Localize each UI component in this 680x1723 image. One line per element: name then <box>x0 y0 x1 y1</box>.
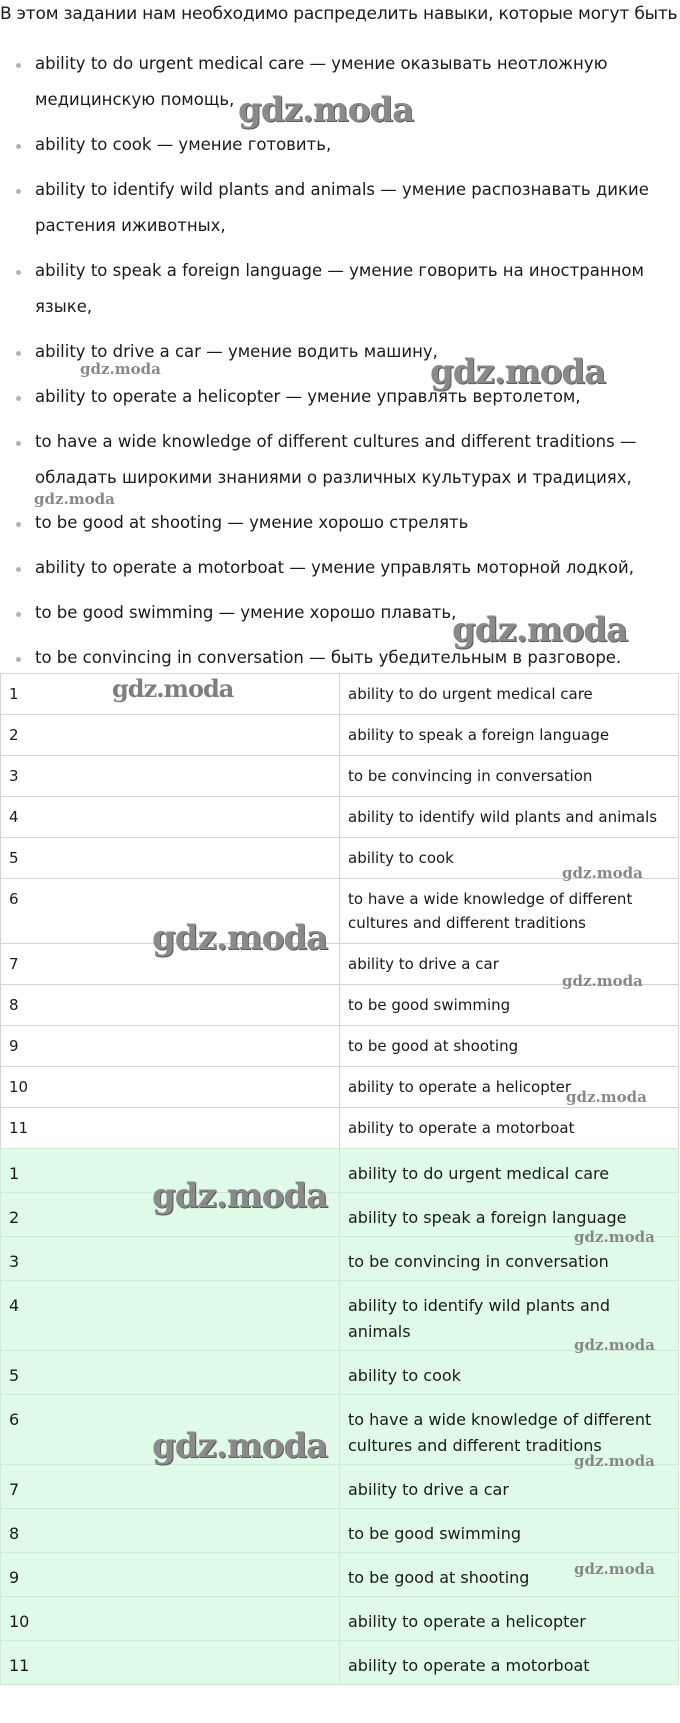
table-row <box>1 1509 679 1553</box>
watermark: gdz.moda <box>238 90 414 130</box>
row-number: 9 <box>1 1026 340 1067</box>
watermark: gdz.moda <box>574 1228 655 1246</box>
row-number: 10 <box>1 1597 340 1641</box>
table-row <box>1 1395 679 1465</box>
row-skill: to be good at shooting <box>340 1553 679 1597</box>
watermark: gdz.moda <box>566 1088 647 1106</box>
table-row <box>1 797 679 838</box>
table-row <box>1 1108 679 1149</box>
answer-table <box>0 1148 679 1685</box>
table-row <box>1 1149 679 1193</box>
row-skill: ability to operate a motorboat <box>340 1641 679 1685</box>
watermark: gdz.moda <box>152 918 328 958</box>
watermark: gdz.moda <box>452 610 628 650</box>
table-row <box>1 944 679 985</box>
row-number: 1 <box>1 1149 340 1193</box>
list-item: ability to drive a car — умение водить машину, <box>0 334 680 370</box>
table-row <box>1 756 679 797</box>
table-row <box>1 715 679 756</box>
list-item: ability to operate a motorboat — умение управлять моторной лодкой, <box>0 550 680 586</box>
table-row <box>1 1193 679 1237</box>
row-skill: to have a wide knowledge of different cultures and different traditions <box>340 879 679 944</box>
row-number: 11 <box>1 1641 340 1685</box>
intro-text: В этом задании нам необходимо распределить навыки, которые могут быть <box>0 4 678 24</box>
row-skill: ability to cook <box>340 838 679 879</box>
row-number: 4 <box>1 797 340 838</box>
list-item: to have a wide knowledge of different cultures and different traditions — обладать широкими знаниями о различных культурах и традициях, <box>0 424 680 496</box>
list-item: ability to operate a helicopter — умение управлять вертолетом, <box>0 379 680 415</box>
list-item: ability to cook — умение готовить, <box>0 127 680 163</box>
row-number: 3 <box>1 756 340 797</box>
watermark: gdz.moda <box>34 490 115 508</box>
row-skill: ability to speak a foreign language <box>340 1193 679 1237</box>
table-row <box>1 879 679 944</box>
watermark: gdz.moda <box>80 360 161 378</box>
row-skill: ability to drive a car <box>340 944 679 985</box>
row-skill: ability to cook <box>340 1351 679 1395</box>
row-number: 8 <box>1 1509 340 1553</box>
watermark: gdz.moda <box>574 1560 655 1578</box>
table-row <box>1 1067 679 1108</box>
row-number: 3 <box>1 1237 340 1281</box>
table-row <box>1 1597 679 1641</box>
row-number: 2 <box>1 1193 340 1237</box>
list-item: to be good swimming — умение хорошо плавать, <box>0 595 680 631</box>
table-row <box>1 1281 679 1351</box>
row-skill: ability to identify wild plants and animals <box>340 797 679 838</box>
row-skill: ability to do urgent medical care <box>340 674 679 715</box>
row-skill: to be good swimming <box>340 985 679 1026</box>
watermark: gdz.moda <box>562 972 643 990</box>
table-row <box>1 1465 679 1509</box>
list-item: to be convincing in conversation — быть убедительным в разговоре. <box>0 640 680 676</box>
watermark: gdz.moda <box>152 1176 328 1216</box>
row-skill: ability to do urgent medical care <box>340 1149 679 1193</box>
table-row <box>1 838 679 879</box>
watermark: gdz.moda <box>574 1452 655 1470</box>
row-number: 1 <box>1 674 340 715</box>
row-number: 7 <box>1 1465 340 1509</box>
row-skill: to be convincing in conversation <box>340 1237 679 1281</box>
row-skill: ability to identify wild plants and animals <box>340 1281 679 1351</box>
row-number: 11 <box>1 1108 340 1149</box>
table-row <box>1 674 679 715</box>
row-number: 6 <box>1 879 340 944</box>
row-number: 6 <box>1 1395 340 1465</box>
table-row <box>1 1026 679 1067</box>
list-item: ability to identify wild plants and animals — умение распознавать дикие растения иживотных, <box>0 172 680 244</box>
watermark: gdz.moda <box>574 1336 655 1354</box>
row-skill: to be good swimming <box>340 1509 679 1553</box>
skills-table <box>0 673 679 1149</box>
row-number: 5 <box>1 838 340 879</box>
watermark: gdz.moda <box>112 674 234 703</box>
row-number: 4 <box>1 1281 340 1351</box>
list-item: ability to speak a foreign language — умение говорить на иностранном языке, <box>0 253 680 325</box>
row-skill: ability to operate a motorboat <box>340 1108 679 1149</box>
table-row <box>1 1553 679 1597</box>
row-number: 10 <box>1 1067 340 1108</box>
table-row <box>1 1641 679 1685</box>
table-row <box>1 1237 679 1281</box>
row-skill: ability to operate a helicopter <box>340 1597 679 1641</box>
skills-list <box>0 46 680 685</box>
table-row <box>1 1351 679 1395</box>
row-skill: ability to operate a helicopter <box>340 1067 679 1108</box>
row-skill: ability to drive a car <box>340 1465 679 1509</box>
row-number: 2 <box>1 715 340 756</box>
list-item: ability to do urgent medical care — умение оказывать неотложную медицинскую помощь, <box>0 46 680 118</box>
row-number: 5 <box>1 1351 340 1395</box>
watermark: gdz.moda <box>562 864 643 882</box>
list-item: to be good at shooting — умение хорошо стрелять <box>0 505 680 541</box>
row-skill: to be convincing in conversation <box>340 756 679 797</box>
watermark: gdz.moda <box>430 352 606 392</box>
row-number: 9 <box>1 1553 340 1597</box>
table-row <box>1 985 679 1026</box>
row-number: 8 <box>1 985 340 1026</box>
row-skill: to have a wide knowledge of different cultures and different traditions <box>340 1395 679 1465</box>
watermark: gdz.moda <box>152 1426 328 1466</box>
row-number: 7 <box>1 944 340 985</box>
row-skill: to be good at shooting <box>340 1026 679 1067</box>
row-skill: ability to speak a foreign language <box>340 715 679 756</box>
